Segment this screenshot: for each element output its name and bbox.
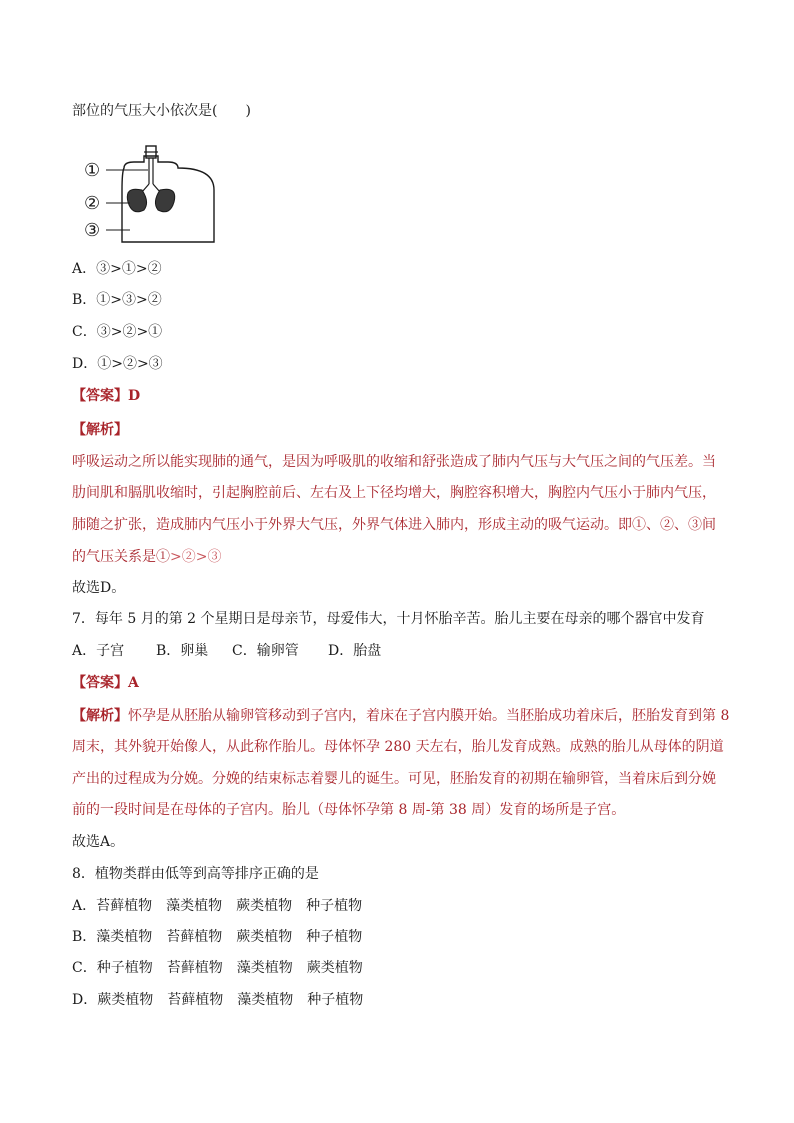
q6-analysis-line-3: 肺随之扩张，造成肺内气压小于外界大气压，外界气体进入肺内，形成主动的吸气运动。即①、②、③间 <box>72 517 716 533</box>
right-lung-balloon <box>155 189 174 212</box>
q7-analysis-line-3: 产出的过程成为分娩。分娩的结束标志着婴儿的诞生。可见，胚胎发育的初期在输卵管，当着床后到分娩 <box>72 771 716 787</box>
lung-model-figure <box>84 140 224 252</box>
label-3: ③ <box>84 220 101 241</box>
q6-analysis-line-4 <box>72 547 221 567</box>
q7-analysis-line-4: 前的一段时间是在母体的子宫内。胎儿（母体怀孕第 8 周-第 38 周）发育的场所是子宫。 <box>72 802 626 818</box>
q7-conclusion: 故选A。 <box>72 834 125 850</box>
q6-analysis-last-head: 的气压关系是① <box>72 549 170 565</box>
q8-stem: 8．植物类群由低等到高等排序正确的是 <box>72 866 319 882</box>
q8-option-d: D．蕨类植物 苔藓植物 藻类植物 种子植物 <box>72 992 364 1008</box>
q7-option-b: B．卵巢 <box>156 643 209 659</box>
q7-options <box>72 641 381 661</box>
q6-analysis-label: 【解析】 <box>72 422 128 438</box>
q6-answer: 【答案】D <box>72 388 141 404</box>
q6-option-a: A．③>①>② <box>72 261 162 277</box>
q7-stem: 7．每年 5 月的第 2 个星期日是母亲节，母爱伟大，十月怀胎辛苦。胎儿主要在母亲的哪个器官中发育 <box>72 611 705 627</box>
q7-analysis-first: 怀孕是从胚胎从输卵管移动到子宫内，着床在子宫内膜开始。当胚胎成功着床后，胚胎发育到第 8 <box>128 708 730 724</box>
q6-option-b: B．①>③>② <box>72 292 162 308</box>
q8-option-c: C．种子植物 苔藓植物 藻类植物 蕨类植物 <box>72 960 363 976</box>
q7-answer: 【答案】A <box>72 675 139 691</box>
q6-analysis-line-1: 呼吸运动之所以能实现肺的通气，是因为呼吸肌的收缩和舒张造成了肺内气压与大气压之间的气压差。当 <box>72 454 716 470</box>
q7-option-d: D．胎盘 <box>328 643 382 659</box>
q6-stem-tail: 部位的气压大小依次是( ) <box>72 103 251 119</box>
q7-option-c: C．输卵管 <box>232 643 299 659</box>
left-lung-balloon <box>127 189 146 212</box>
q6-conclusion: 故选D。 <box>72 580 126 596</box>
q7-option-a: A．子宫 <box>72 643 125 659</box>
bronchi <box>142 184 160 192</box>
q6-analysis-line-2: 肋间肌和膈肌收缩时，引起胸腔前后、左右及上下径均增大，胸腔容积增大，胸腔内气压小于肺内气压， <box>72 485 716 501</box>
q7-analysis-line-1 <box>72 706 729 726</box>
q7-analysis-label: 【解析】 <box>72 708 128 724</box>
q6-option-c: C．③>②>① <box>72 324 163 340</box>
q8-option-b: B．藻类植物 苔藓植物 蕨类植物 种子植物 <box>72 929 363 945</box>
label-1: ① <box>84 160 101 181</box>
q6-option-d: D．①>②>③ <box>72 356 163 372</box>
q8-option-a: A．苔藓植物 藻类植物 蕨类植物 种子植物 <box>72 898 363 914</box>
q7-analysis-line-2: 周末，其外貌开始像人，从此称作胎儿。母体怀孕 280 天左右，胎儿发育成熟。成熟的胎儿从母体的阴道 <box>72 739 724 755</box>
label-2: ② <box>84 193 101 214</box>
q6-analysis-last-tail: >②>③ <box>170 549 222 565</box>
